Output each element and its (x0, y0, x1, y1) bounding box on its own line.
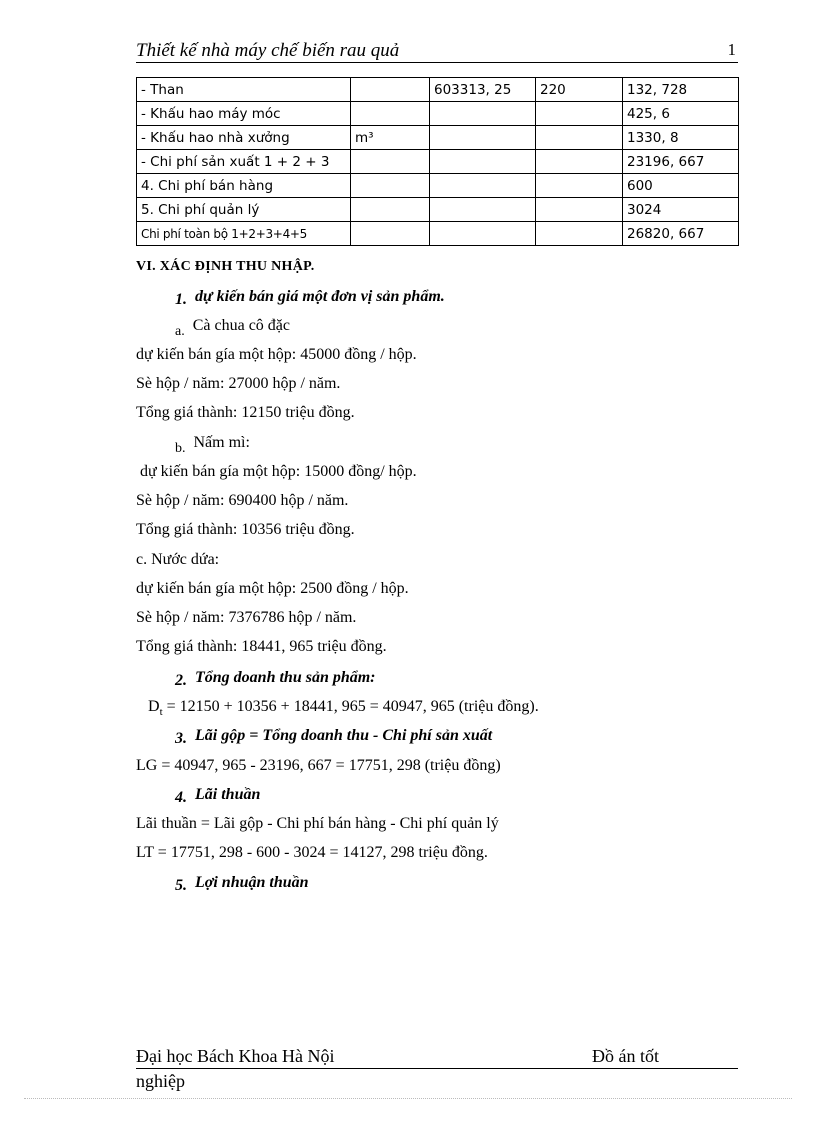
table-cell (351, 78, 430, 102)
table-cell: 220 (536, 78, 623, 102)
section-title: VI. XÁC ĐỊNH THU NHẬP. (136, 259, 315, 274)
gross-profit-equation: LG = 40947, 965 - 23196, 667 = 17751, 298 (triệu đồng) (136, 757, 501, 774)
table-cell (351, 150, 430, 174)
heading-5-text: Lợi nhuận thuần (195, 874, 309, 891)
heading-2-number: 2. (175, 672, 187, 689)
table-cell: - Than (137, 78, 351, 102)
table-row (137, 174, 739, 198)
net-profit-definition: Lãi thuần = Lãi gộp - Chi phí bán hàng - Chi phí quản lý (136, 815, 499, 832)
heading-4 (175, 786, 260, 804)
table-cell (430, 198, 536, 222)
table-cell: 26820, 667 (623, 222, 739, 246)
table-cell: 425, 6 (623, 102, 739, 126)
cost-table (136, 77, 739, 246)
heading-2-text: Tổng doanh thu sản phẩm: (195, 669, 376, 686)
a-count-line: Sè hộp / năm: 27000 hộp / năm. (136, 375, 341, 392)
table-cell (536, 126, 623, 150)
table-cell (430, 150, 536, 174)
subheading-c: c. Nước dứa: (136, 551, 220, 568)
footer-university: Đại học Bách Khoa Hà Nội (136, 1046, 335, 1066)
revenue-subscript: t (159, 706, 163, 719)
net-profit-equation: LT = 17751, 298 - 600 - 3024 = 14127, 298 triệu đồng. (136, 844, 488, 861)
table-cell (536, 222, 623, 246)
revenue-symbol: D (148, 698, 160, 715)
b-price-line: dự kiến bán gía một hộp: 15000 đồng/ hộp. (140, 463, 417, 480)
heading-4-number: 4. (175, 789, 187, 806)
heading-1 (175, 288, 445, 306)
heading-1-text: dự kiến bán giá một đơn vị sản phẩm. (195, 288, 445, 305)
page-bottom-rule (24, 1098, 792, 1099)
table-cell (536, 102, 623, 126)
subheading-b-title: Nấm mì: (193, 434, 250, 451)
heading-1-number: 1. (175, 291, 187, 308)
table-cell: - Khấu hao nhà xưởng (137, 126, 351, 150)
heading-3-text: Lãi gộp = Tổng doanh thu - Chi phí sản xuất (195, 727, 493, 744)
table-cell (351, 174, 430, 198)
table-row (137, 102, 739, 126)
table-cell: 1330, 8 (623, 126, 739, 150)
table-cell: 4. Chi phí bán hàng (137, 174, 351, 198)
subheading-a-title: Cà chua cô đặc (192, 317, 290, 334)
subheading-a (175, 317, 290, 339)
table-cell: Chi phí toàn bộ 1+2+3+4+5 (137, 222, 351, 246)
table-cell: 600 (623, 174, 739, 198)
table-cell: - Chi phí sản xuất 1 + 2 + 3 (137, 150, 351, 174)
table-cell: 23196, 667 (623, 150, 739, 174)
heading-4-text: Lãi thuần (195, 786, 261, 803)
b-total-line: Tổng giá thành: 10356 triệu đồng. (136, 521, 355, 538)
table-cell: m³ (351, 126, 430, 150)
subheading-b-label: b. (175, 441, 186, 456)
c-price-line: dự kiến bán gía một hộp: 2500 đồng / hộp. (136, 580, 409, 597)
table-cell (351, 102, 430, 126)
heading-3-number: 3. (175, 730, 187, 747)
table-row (137, 222, 739, 246)
heading-5 (175, 874, 309, 892)
table-row (137, 126, 739, 150)
table-row (137, 78, 739, 102)
revenue-equation-text: = 12150 + 10356 + 18441, 965 = 40947, 965 (triệu đồng). (162, 698, 539, 715)
table-cell: 3024 (623, 198, 739, 222)
page-header (136, 40, 738, 63)
table-cell (430, 126, 536, 150)
c-total-line: Tổng giá thành: 18441, 965 triệu đồng. (136, 638, 387, 655)
table-cell (536, 198, 623, 222)
revenue-equation (148, 698, 539, 718)
subheading-a-label: a. (175, 324, 185, 339)
table-cell: 603313, 25 (430, 78, 536, 102)
table-cell: 132, 728 (623, 78, 739, 102)
footer-project: Đồ án tốt (592, 1046, 659, 1066)
table-row (137, 150, 739, 174)
heading-5-number: 5. (175, 877, 187, 894)
a-price-line: dự kiến bán gía một hộp: 45000 đồng / hộp. (136, 346, 417, 363)
table-cell (430, 222, 536, 246)
table-cell: 5. Chi phí quản lý (137, 198, 351, 222)
table-cell (536, 174, 623, 198)
page-number: 1 (727, 40, 736, 59)
b-count-line: Sè hộp / năm: 690400 hộp / năm. (136, 492, 349, 509)
subheading-b (175, 434, 250, 456)
document-title: Thiết kế nhà máy chế biến rau quả (136, 40, 400, 61)
page-footer (136, 1046, 738, 1092)
a-total-line: Tổng giá thành: 12150 triệu đồng. (136, 404, 355, 421)
heading-3 (175, 727, 492, 745)
table-row (137, 198, 739, 222)
heading-2 (175, 669, 376, 687)
c-count-line: Sè hộp / năm: 7376786 hộp / năm. (136, 609, 357, 626)
table-cell (430, 174, 536, 198)
table-cell: - Khấu hao máy móc (137, 102, 351, 126)
table-cell (351, 198, 430, 222)
table-cell (536, 150, 623, 174)
table-cell (351, 222, 430, 246)
footer-line-2: nghiệp (136, 1071, 185, 1091)
table-cell (430, 102, 536, 126)
